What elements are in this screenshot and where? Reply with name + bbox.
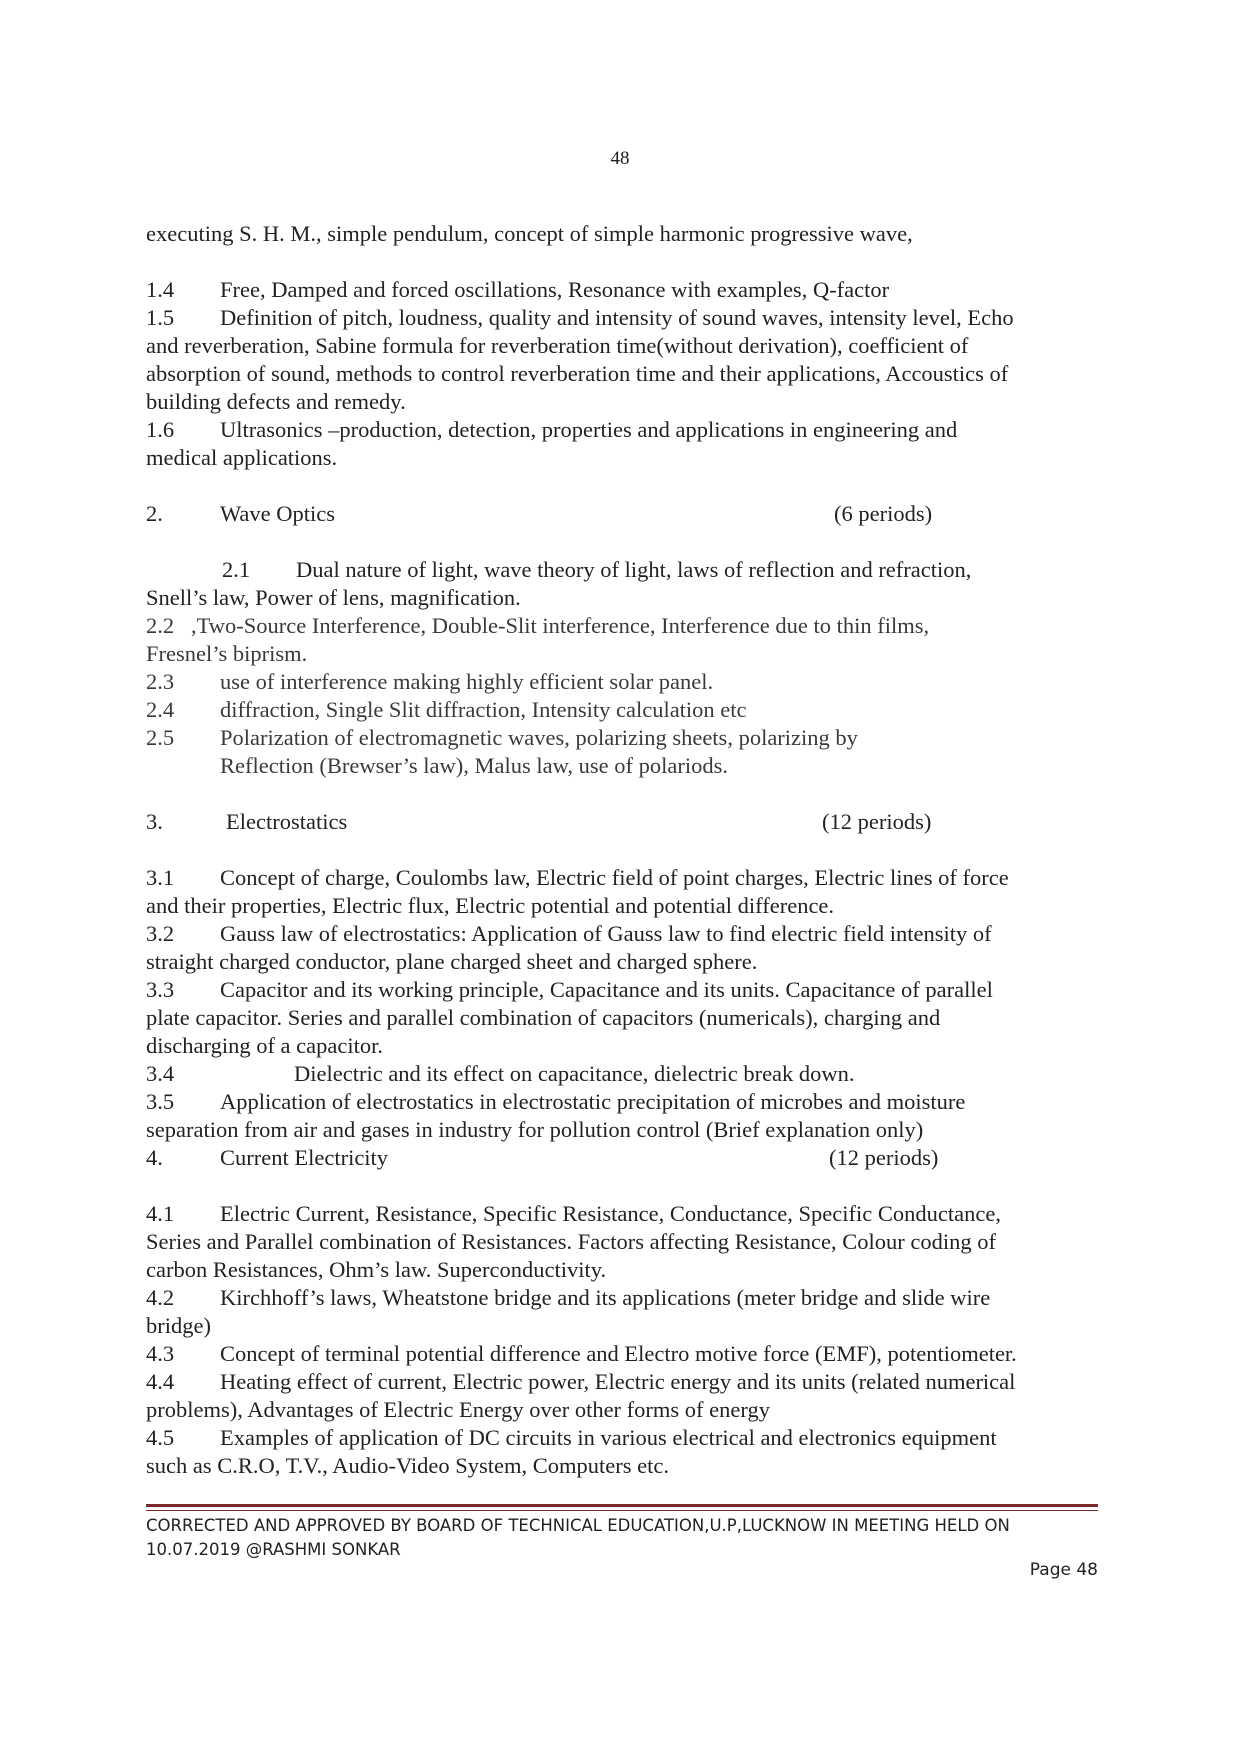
section-heading-2: 2. Wave Optics (6 periods) <box>146 501 933 526</box>
item-2-5: 2.5 Polarization of electromagnetic waves, polarizing sheets, polarizing by <box>146 725 858 750</box>
text-line: straight charged conductor, plane charged sheet and charged sphere. <box>146 949 758 974</box>
text-line: discharging of a capacitor. <box>146 1033 383 1058</box>
item-3-2: 3.2 Gauss law of electrostatics: Application of Gauss law to find electric field intensity of <box>146 921 992 946</box>
item-4-5: 4.5 Examples of application of DC circuits in various electrical and electronics equipment <box>146 1425 997 1450</box>
text-line: Reflection (Brewser’s law), Malus law, use of polariods. <box>220 753 728 778</box>
text-line: and their properties, Electric flux, Electric potential and potential difference. <box>146 893 835 918</box>
item-3-5: 3.5 Application of electrostatics in electrostatic precipitation of microbes and moisture <box>146 1089 966 1114</box>
footer-rule-thin <box>146 1510 1098 1511</box>
section-periods: (12 periods) <box>829 1145 939 1170</box>
item-2-2: 2.2 ,Two-Source Interference, Double-Slit interference, Interference due to thin films, <box>146 613 930 638</box>
section-periods: (6 periods) <box>834 501 933 526</box>
text-line: separation from air and gases in industry for pollution control (Brief explanation only) <box>146 1117 924 1142</box>
item-1-4: 1.4 Free, Damped and forced oscillations, Resonance with examples, Q-factor <box>146 277 890 302</box>
item-4-2: 4.2 Kirchhoff’s laws, Wheatstone bridge and its applications (meter bridge and slide wire <box>146 1285 991 1310</box>
item-4-3: 4.3 Concept of terminal potential difference and Electro motive force (EMF), potentiometer. <box>146 1341 1017 1366</box>
footer-text <box>146 1514 1098 1562</box>
item-3-1: 3.1 Concept of charge, Coulombs law, Electric field of point charges, Electric lines of force <box>146 865 1009 890</box>
item-2-3: 2.3 use of interference making highly efficient solar panel. <box>146 669 714 694</box>
section-periods: (12 periods) <box>822 809 932 834</box>
text-line: Snell’s law, Power of lens, magnification. <box>146 585 521 610</box>
text-line: bridge) <box>146 1313 211 1338</box>
text-line: building defects and remedy. <box>146 389 406 414</box>
item-1-6: 1.6 Ultrasonics –production, detection, properties and applications in engineering and <box>146 417 958 442</box>
item-3-3: 3.3 Capacitor and its working principle, Capacitance and its units. Capacitance of parallel <box>146 977 993 1002</box>
section-heading-3: 3. Electrostatics (12 periods) <box>146 809 932 834</box>
text-line: plate capacitor. Series and parallel combination of capacitors (numericals), charging and <box>146 1005 941 1030</box>
text-line: carbon Resistances, Ohm’s law. Superconductivity. <box>146 1257 607 1282</box>
text-line: Fresnel’s biprism. <box>146 641 308 666</box>
text-line: such as C.R.O, T.V., Audio-Video System, Computers etc. <box>146 1453 670 1478</box>
text-line: executing S. H. M., simple pendulum, concept of simple harmonic progressive wave, <box>146 221 913 246</box>
text-line: Series and Parallel combination of Resistances. Factors affecting Resistance, Colour coding of <box>146 1229 996 1254</box>
item-4-4: 4.4 Heating effect of current, Electric power, Electric energy and its units (related numerical <box>146 1369 1016 1394</box>
footer-page-label: Page 48 <box>1029 1560 1098 1580</box>
text-line: problems), Advantages of Electric Energy over other forms of energy <box>146 1397 770 1422</box>
section-heading-4: 4. Current Electricity (12 periods) <box>146 1145 939 1170</box>
item-1-5: 1.5 Definition of pitch, loudness, quality and intensity of sound waves, intensity level, Echo <box>146 305 1014 330</box>
footer-line: 10.07.2019 @RASHMI SONKAR <box>146 1540 401 1559</box>
document-body <box>146 220 1096 1480</box>
footer-rule <box>146 1504 1098 1507</box>
page-number: 48 <box>610 148 630 169</box>
item-3-4: 3.4 Dielectric and its effect on capacitance, dielectric break down. <box>146 1061 855 1086</box>
text-line: and reverberation, Sabine formula for reverberation time(without derivation), coefficient of <box>146 333 969 358</box>
item-2-4: 2.4 diffraction, Single Slit diffraction, Intensity calculation etc <box>146 697 747 722</box>
item-4-1: 4.1 Electric Current, Resistance, Specific Resistance, Conductance, Specific Conductance, <box>146 1201 1001 1226</box>
text-line: medical applications. <box>146 445 338 470</box>
text-line: absorption of sound, methods to control reverberation time and their applications, Accoustics of <box>146 361 1009 386</box>
item-2-1: 2.1 Dual nature of light, wave theory of light, laws of reflection and refraction, <box>222 557 972 582</box>
footer-line: CORRECTED AND APPROVED BY BOARD OF TECHNICAL EDUCATION,U.P,LUCKNOW IN MEETING HELD ON <box>146 1516 1010 1535</box>
